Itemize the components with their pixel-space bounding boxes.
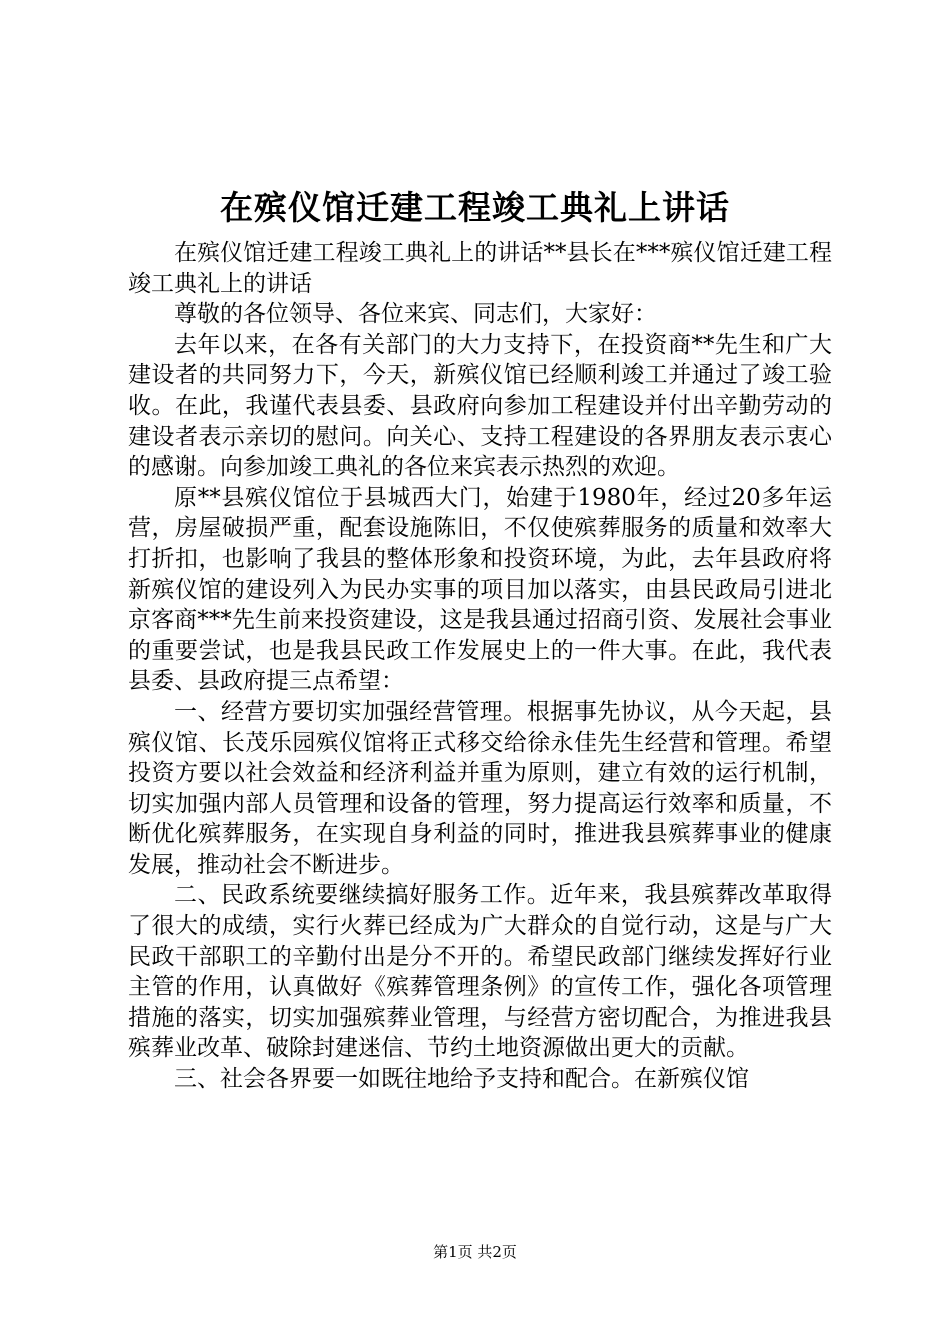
paragraph-greeting: 尊敬的各位领导、各位来宾、同志们，大家好： <box>174 301 657 328</box>
document-body <box>128 238 832 1095</box>
paragraph-background: 原**县殡仪馆位于县城西大门，始建于1980年，经过20多年运营，房屋破损严重，配套设施陈旧，不仅使殡葬服务的质量和效率大打折扣，也影响了我县的整体形象和投资环境，为此，去年县政府将新殡仪馆的建设列入为民办实事的项目加以落实，由县民政局引进北京客商***先生前来投资建设，这是我县通过招商引资、发展社会事业的重要尝试，也是我县民政工作发展史上的一件大事。在此，我代表县委、县政府提三点希望： <box>128 484 832 695</box>
paragraph-intro: 在殡仪馆迁建工程竣工典礼上的讲话**县长在***殡仪馆迁建工程竣工典礼上的讲话 <box>128 240 832 297</box>
paragraph-hope-three: 三、社会各界要一如既往地给予支持和配合。在新殡仪馆 <box>174 1066 749 1093</box>
paragraph-hope-two: 二、民政系统要继续搞好服务工作。近年来，我县殡葬改革取得了很大的成绩，实行火葬已经成为广大群众的自觉行动，这是与广大民政干部职工的辛勤付出是分不开的。希望民政部门继续发挥好行业主管的作用，认真做好《殡葬管理条例》的宣传工作，强化各项管理措施的落实，切实加强殡葬业管理，与经营方密切配合，为推进我县殡葬业改革、破除封建迷信、节约土地资源做出更大的贡献。 <box>128 882 832 1062</box>
paragraph-hope-one: 一、经营方要切实加强经营管理。根据事先协议，从今天起，县殡仪馆、长茂乐园殡仪馆将正式移交给徐永佳先生经营和管理。希望投资方要以社会效益和经济利益并重为原则，建立有效的运行机制，切实加强内部人员管理和设备的管理，努力提高运行效率和质量，不断优化殡葬服务，在实现自身利益的同时，推进我县殡葬事业的健康发展，推动社会不断进步。 <box>128 698 832 878</box>
document-title: 在殡仪馆迁建工程竣工典礼上讲话 <box>220 188 730 227</box>
page-footer: 第1页 共2页 <box>433 1243 517 1261</box>
paragraph-thanks: 去年以来，在各有关部门的大力支持下，在投资商**先生和广大建设者的共同努力下，今天，新殡仪馆已经顺利竣工并通过了竣工验收。在此，我谨代表县委、县政府向参加工程建设并付出辛勤劳动的建设者表示亲切的慰问。向关心、支持工程建设的各界朋友表示衷心的感谢。向参加竣工典礼的各位来宾表示热烈的欢迎。 <box>128 331 832 481</box>
